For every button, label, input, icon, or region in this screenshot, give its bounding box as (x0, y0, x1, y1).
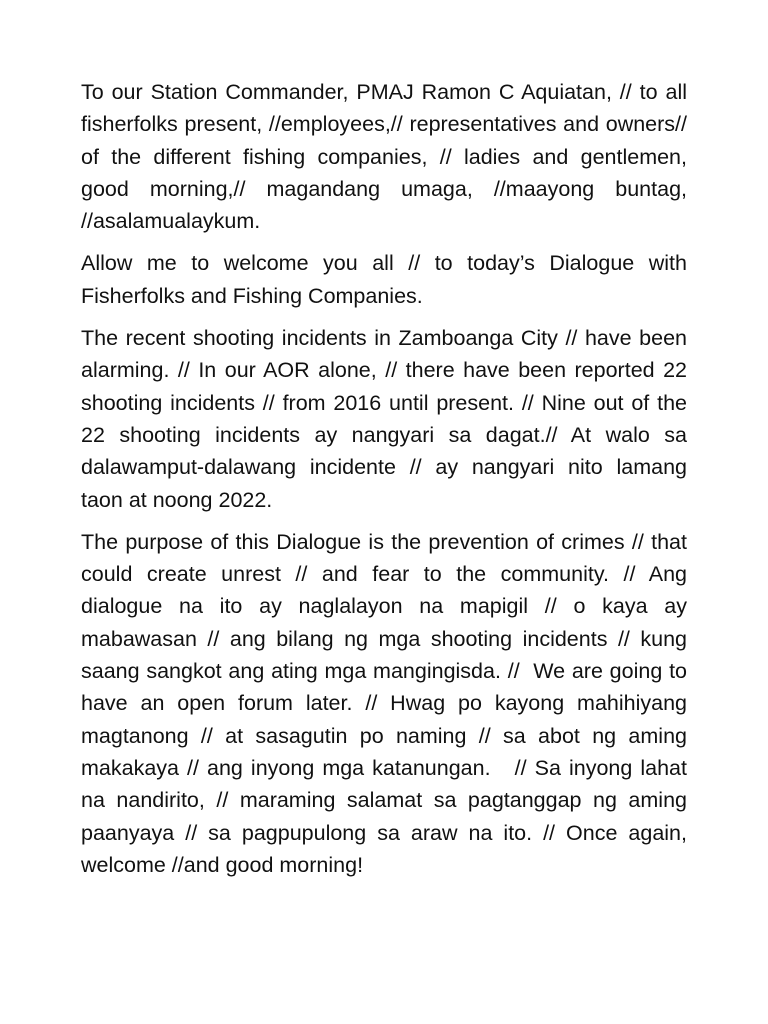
paragraph-incidents: The recent shooting incidents in Zamboanga City // have been alarming. // In our AOR alone, // there have been reported 22 shooting incidents // from 2016 until present. // Nine out of the 22 shooting incidents ay nangyari sa dagat.// At walo sa dalawamput-dalawang incidente // ay nangyari nito lamang taon at noong 2022. (81, 326, 693, 512)
speech-document (81, 76, 693, 891)
paragraph-welcome: Allow me to welcome you all // to today’s Dialogue with Fisherfolks and Fishing Companies. (81, 251, 693, 308)
paragraph-purpose: The purpose of this Dialogue is the prevention of crimes // that could create unrest // and fear to the community. // Ang dialogue na ito ay naglalayon na mapigil // o kaya ay mabawasan // ang bilang ng mga shooting incidents // kung saang sangkot ang ating mga mangingisda. // We are going to have an open forum later. // Hwag po kayong mahihiyang magtanong // at sasagutin po naming // sa abot ng aming makakaya // ang inyong mga katanungan. // Sa inyong lahat na nandirito, // maraming salamat sa pagtanggap ng aming paanyaya // sa pagpupulong sa araw na ito. // Once again, welcome //and good morning! (81, 529, 693, 877)
paragraph-greeting: To our Station Commander, PMAJ Ramon C Aquiatan, // to all fisherfolks present, //employees,// representatives and owners// of the different fishing companies, // ladies and gentlemen, good morning,// magandang umaga, //maayong buntag, //asalamualaykum. (81, 80, 693, 234)
